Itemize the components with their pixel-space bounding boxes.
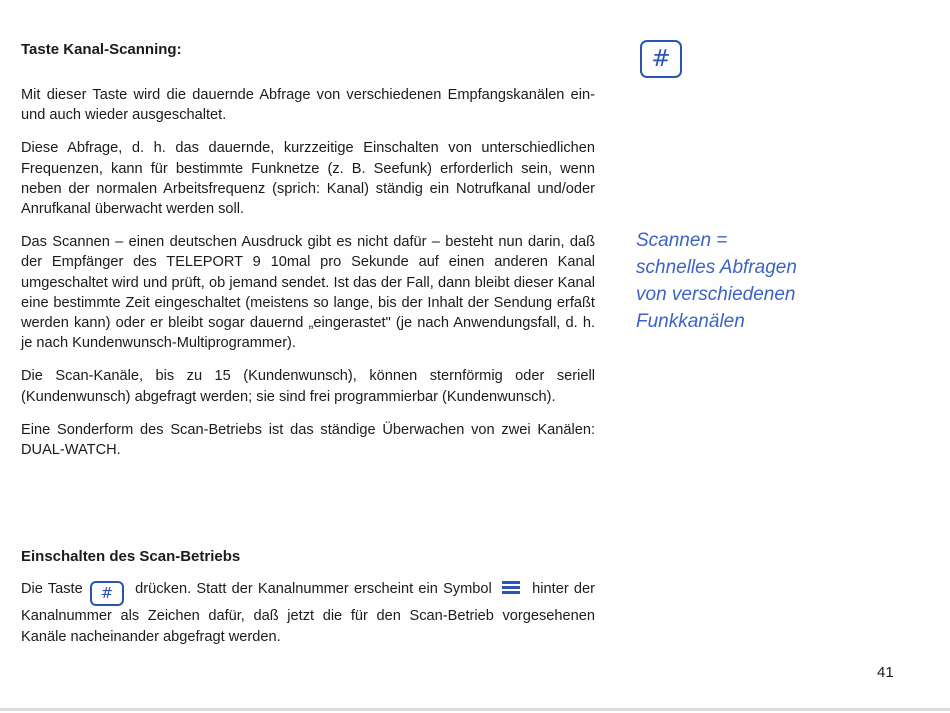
paragraph: Die Scan-Kanäle, bis zu 15 (Kundenwunsch), können sternförmig oder seriell (Kundenwunsch) abgefragt werden; sie sind frei programmierbar (Kundenwunsch). (21, 368, 595, 405)
section-heading-scan-betrieb: Einschalten des Scan-Betriebs (21, 548, 241, 565)
margin-note-line: Scannen = (636, 230, 728, 251)
scan-key-icon-inline: # (90, 581, 124, 606)
section-scan-betrieb-body (21, 579, 595, 648)
text-after-key: drücken. Statt der Kanalnummer erscheint ein Symbol (135, 581, 492, 597)
margin-note (636, 227, 846, 335)
scan-key-icon: # (640, 40, 682, 78)
paragraph: Diese Abfrage, d. h. das dauernde, kurzzeitige Einschalten von unterschiedlichen Frequenzen, kann für bestimmte Funknetze (z. B. Seefunk) erforderlich sein, wenn neben der normalen Arbeitsfrequenz (sprich: Kanal) ständig ein Notrufkanal und/oder Anrufkanal überwacht werden soll. (21, 140, 595, 218)
page-number: 41 (877, 664, 894, 681)
section-kanal-scanning-body (21, 85, 595, 460)
paragraph (21, 579, 595, 648)
text-after-symbol: hinter der Kanalnummer als Zeichen dafür, daß jetzt die für den Scan-Betrieb vorgesehenen Kanäle nacheinander abgefragt werden. (21, 581, 595, 645)
paragraph: Eine Sonderform des Scan-Betriebs ist das ständige Überwachen von zwei Kanälen: DUAL-WATCH. (21, 421, 595, 459)
paragraph: Das Scannen – einen deutschen Ausdruck gibt es nicht dafür – besteht nun darin, daß der Empfänger des TELEPORT 9 10mal pro Sekunde auf einen anderen Kanal umgeschaltet wird und prüft, ob jemand sendet. Ist das der Fall, dann bleibt dieser Kanal eine bestimmte Zeit eingeschaltet (meistens so lange, bis der Inhalt der Sendung erfaßt werden kann) oder er bleibt sogar dauernd „eingerastet" (je nach Anwendungsfall, d. h. je nach Kundenwunsch-Multiprogrammer). (21, 234, 595, 352)
section-heading-kanal-scanning: Taste Kanal-Scanning: (21, 41, 182, 58)
paragraph: Mit dieser Taste wird die dauernde Abfrage von verschiedenen Empfangskanälen ein- und auch wieder ausgeschaltet. (21, 87, 595, 124)
text-before-key: Die Taste (21, 581, 83, 597)
margin-note-line: von verschiedenen (636, 284, 796, 305)
scan-symbol-icon (502, 581, 520, 594)
bottom-rule (0, 708, 950, 711)
margin-note-line: Funkkanälen (636, 311, 745, 332)
margin-note-line: schnelles Abfragen (636, 257, 797, 278)
